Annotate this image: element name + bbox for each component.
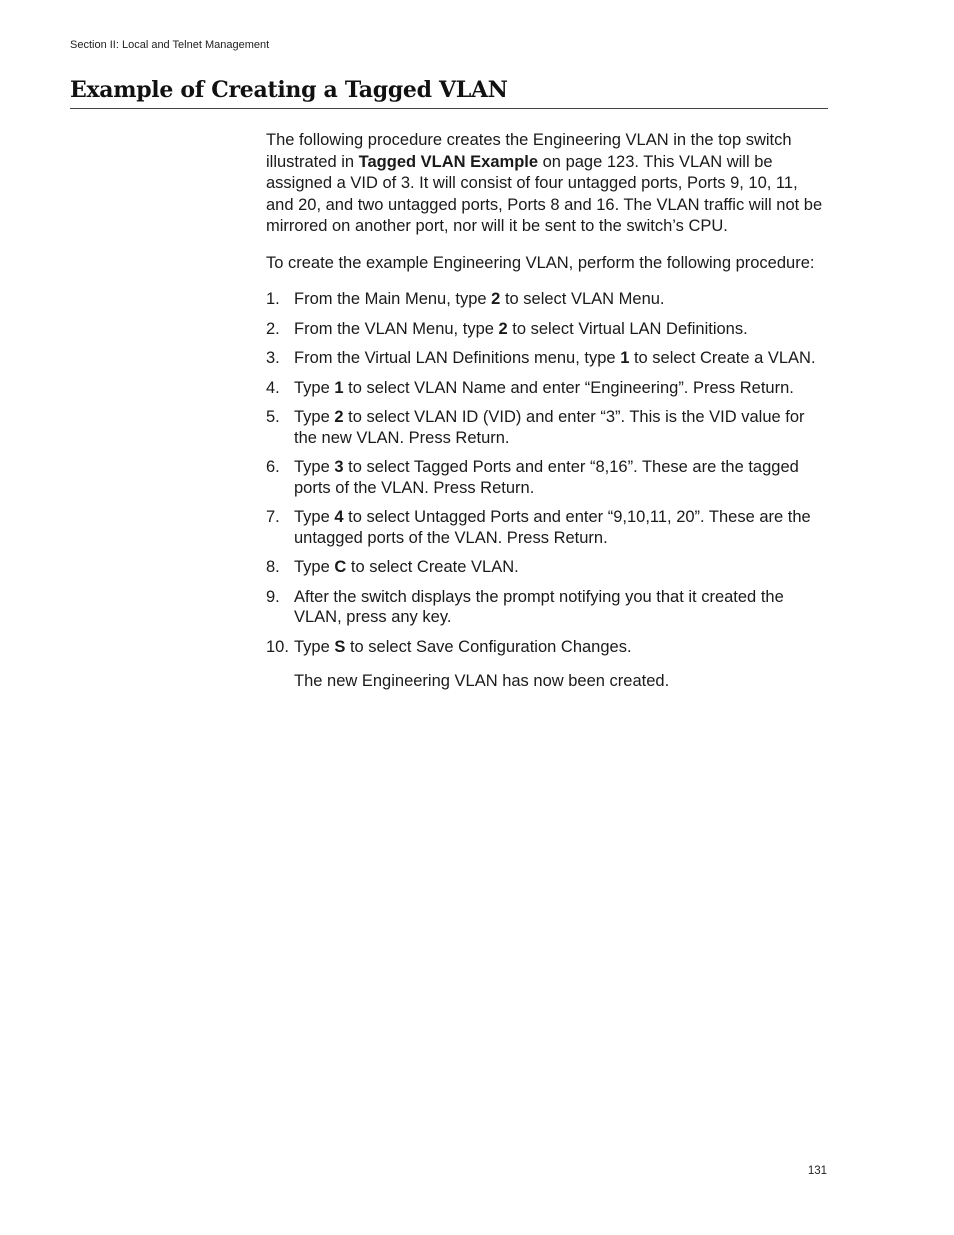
procedure-intro-paragraph: To create the example Engineering VLAN, perform the following procedure: — [266, 253, 815, 272]
step-text: Type — [294, 637, 335, 656]
step-number: 10. — [266, 637, 289, 656]
step-text-end: to select Create VLAN. — [346, 558, 519, 576]
step-text: Type — [294, 558, 335, 576]
step-number: 2. — [266, 319, 280, 338]
step-item — [266, 319, 828, 340]
step-text: After the switch displays the prompt notifying you that it created the VLAN, press any key. — [294, 587, 784, 626]
step-key: 4 — [334, 508, 344, 526]
intro-text-start: The following procedure creates the Engineering VLAN in the top switch illustrated in — [266, 131, 792, 171]
step-item — [266, 557, 828, 578]
page-title: Example of Creating a Tagged VLAN — [70, 77, 508, 103]
step-key: 3 — [334, 458, 344, 476]
step-text-end: to select Tagged Ports and enter “8,16”. These are the tagged ports of the VLAN. Press Return. — [294, 458, 799, 497]
step-text-end: to select Create a VLAN. — [629, 349, 816, 367]
step-key: 2 — [498, 319, 508, 338]
step-item — [266, 348, 828, 369]
step-text-end: to select VLAN ID (VID) and enter “3”. This is the VID value for the new VLAN. Press Return. — [294, 408, 805, 447]
step-number: 5. — [266, 408, 280, 426]
step-text-end: to select Untagged Ports and enter “9,10,11, 20”. These are the untagged ports of the VLAN. Press Return. — [294, 508, 811, 547]
intro-paragraph — [266, 130, 828, 238]
step-number: 8. — [266, 558, 280, 576]
step-item — [266, 507, 828, 548]
step-text: Type — [294, 458, 335, 476]
step-item — [266, 378, 828, 399]
intro-text-end: on page 123. This VLAN will be assigned a VID of 3. It will consist of four untagged ports, Ports 9, 10, 11, and 20, and two untagged ports, Ports 8 and 16. The VLAN traffic will not be mirrored on another port, nor will it be sent to the switch’s CPU. — [266, 152, 823, 235]
step-text-end: to select VLAN Menu. — [500, 290, 665, 308]
step-text: Type — [294, 508, 335, 526]
step-number: 9. — [266, 587, 280, 606]
step-text: From the Main Menu, type — [294, 290, 492, 308]
step-text: From the Virtual LAN Definitions menu, type — [294, 349, 621, 367]
running-head: Section II: Local and Telnet Management — [70, 39, 270, 51]
step-number: 7. — [266, 508, 280, 526]
step-key: 2 — [334, 408, 344, 426]
step-text: From the VLAN Menu, type — [294, 319, 499, 338]
procedure-steps — [266, 289, 828, 657]
step-key: 2 — [491, 290, 501, 308]
step-key: S — [334, 637, 346, 656]
cross-reference-link[interactable]: Tagged VLAN Example — [358, 152, 539, 171]
step-text-end: to select VLAN Name and enter “Engineering”. Press Return. — [343, 378, 794, 397]
step-number: 4. — [266, 378, 280, 397]
step-item — [266, 457, 828, 498]
step-key: 1 — [620, 349, 630, 367]
step-key: 1 — [334, 378, 344, 397]
step-number: 3. — [266, 349, 280, 367]
step-text: Type — [294, 408, 335, 426]
body-column — [266, 130, 828, 693]
step-item — [266, 289, 828, 310]
step-key: C — [334, 558, 347, 576]
step-text-end: to select Save Configuration Changes. — [345, 637, 632, 656]
step-number: 1. — [266, 290, 280, 308]
step-item — [266, 407, 828, 448]
step-text: Type — [294, 378, 335, 397]
page-number: 131 — [807, 1165, 827, 1177]
step-item — [266, 637, 828, 658]
step-number: 6. — [266, 458, 280, 476]
step-text-end: to select Virtual LAN Definitions. — [507, 319, 748, 338]
closing-paragraph: The new Engineering VLAN has now been created. — [294, 672, 670, 690]
section-title-block — [70, 76, 828, 109]
step-item — [266, 587, 828, 628]
